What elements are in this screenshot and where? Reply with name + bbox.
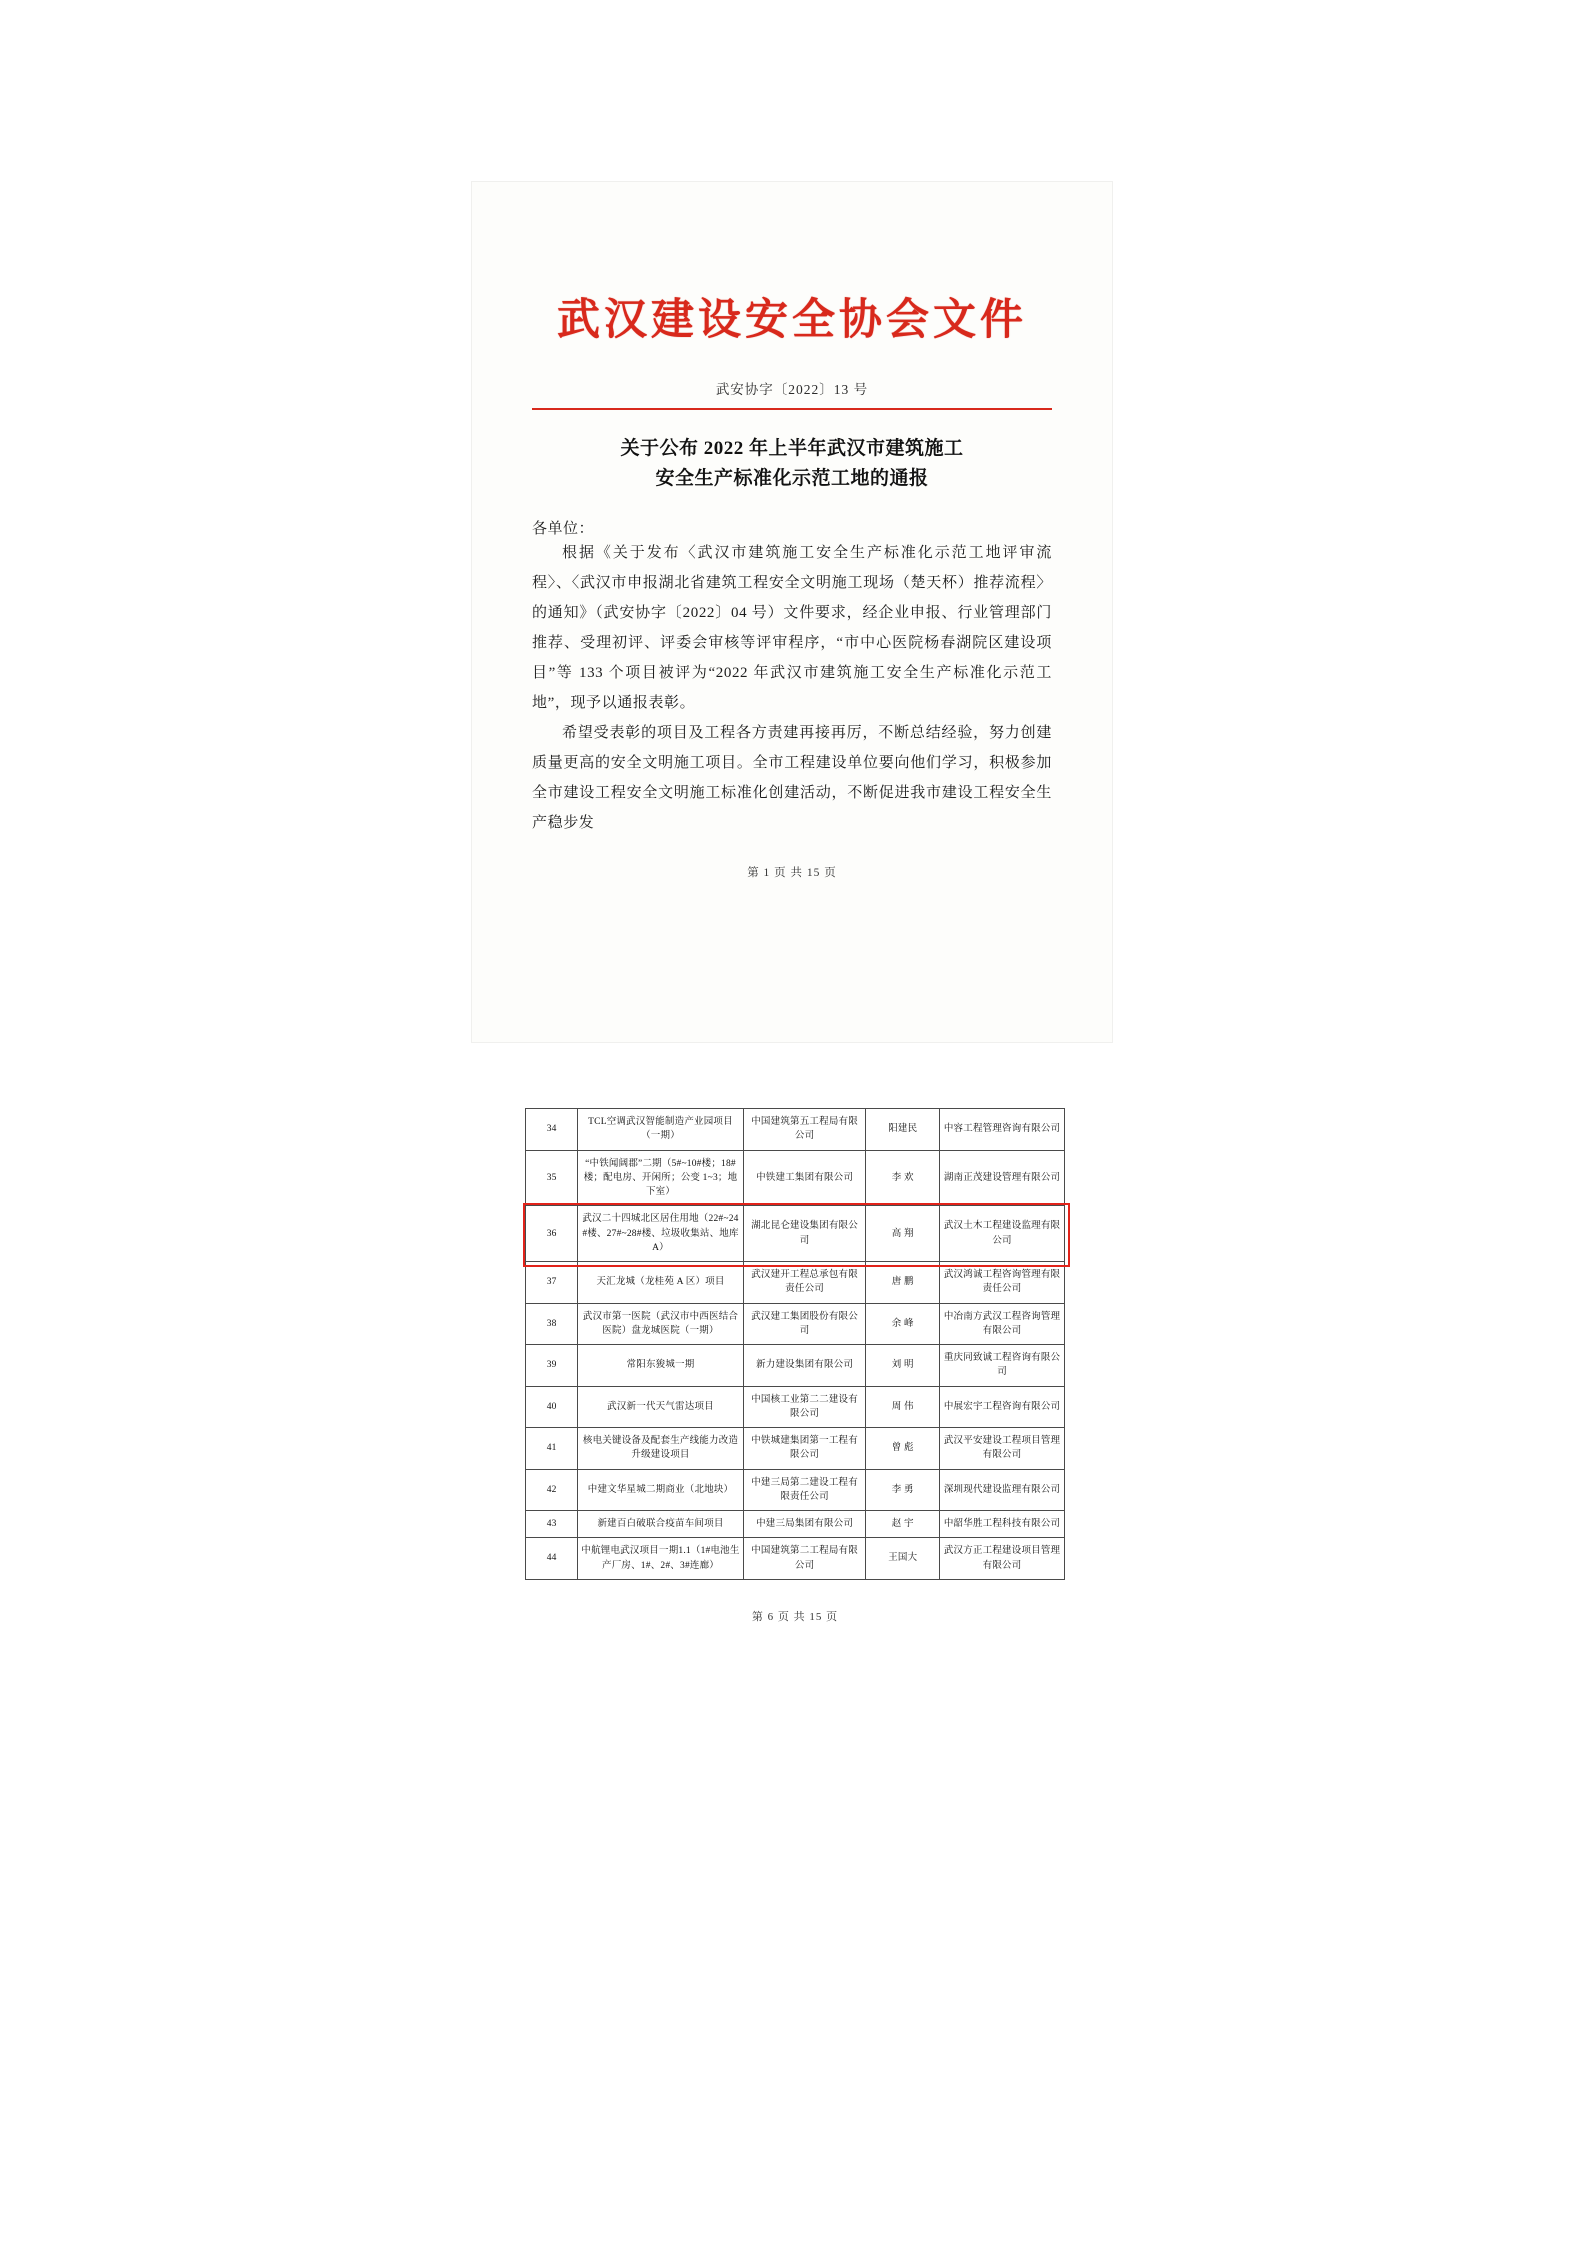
table-row (526, 1511, 1065, 1538)
project-list-body (526, 1109, 1065, 1580)
row-responsible-person: 赵 宇 (866, 1511, 940, 1538)
page-title (532, 434, 1052, 493)
table-row (526, 1150, 1065, 1206)
row-project-name: TCL空调武汉智能制造产业园项目（一期） (578, 1109, 743, 1151)
row-construction-unit: 中铁建工集团有限公司 (743, 1150, 866, 1206)
row-number: 42 (526, 1469, 578, 1511)
table-row (526, 1469, 1065, 1511)
row-project-name: 中航锂电武汉项目一期1.1（1#电池生产厂房、1#、2#、3#连廊） (578, 1538, 743, 1580)
row-number: 37 (526, 1262, 578, 1304)
row-supervision-unit: 武汉土木工程建设监理有限公司 (940, 1206, 1065, 1262)
row-construction-unit: 中铁城建集团第一工程有限公司 (743, 1428, 866, 1470)
row-supervision-unit: 中冶南方武汉工程咨询管理有限公司 (940, 1303, 1065, 1345)
row-project-name: 核电关键设备及配套生产线能力改造升级建设项目 (578, 1428, 743, 1470)
red-divider-rule (532, 408, 1052, 410)
project-list-table (525, 1108, 1065, 1580)
row-number: 36 (526, 1206, 578, 1262)
row-responsible-person: 阳建民 (866, 1109, 940, 1151)
row-construction-unit: 武汉建开工程总承包有限责任公司 (743, 1262, 866, 1304)
row-supervision-unit: 武汉平安建设工程项目管理有限公司 (940, 1428, 1065, 1470)
row-responsible-person: 余 峰 (866, 1303, 940, 1345)
row-construction-unit: 武汉建工集团股份有限公司 (743, 1303, 866, 1345)
row-project-name: 武汉新一代天气雷达项目 (578, 1386, 743, 1428)
row-supervision-unit: 武汉方正工程建设项目管理有限公司 (940, 1538, 1065, 1580)
row-number: 38 (526, 1303, 578, 1345)
row-project-name: 天汇龙城（龙桂苑 A 区）项目 (578, 1262, 743, 1304)
row-responsible-person: 唐 鹏 (866, 1262, 940, 1304)
row-project-name: 中建文华星城二期商业（北地块） (578, 1469, 743, 1511)
row-responsible-person: 曾 彪 (866, 1428, 940, 1470)
row-supervision-unit: 深圳现代建设监理有限公司 (940, 1469, 1065, 1511)
page-title-line-2: 安全生产标准化示范工地的通报 (655, 467, 929, 489)
row-responsible-person: 刘 明 (866, 1345, 940, 1387)
row-number: 43 (526, 1511, 578, 1538)
row-supervision-unit: 中韶华胜工程科技有限公司 (940, 1511, 1065, 1538)
row-construction-unit: 中国建筑第二工程局有限公司 (743, 1538, 866, 1580)
page-6-footer: 第 6 页 共 15 页 (751, 1610, 839, 1623)
row-supervision-unit: 武汉鸿诚工程咨询管理有限责任公司 (940, 1262, 1065, 1304)
table-row (526, 1428, 1065, 1470)
row-responsible-person: 高 翔 (866, 1206, 940, 1262)
row-supervision-unit: 重庆同致诚工程咨询有限公司 (940, 1345, 1065, 1387)
row-responsible-person: 周 伟 (866, 1386, 940, 1428)
row-construction-unit: 中国建筑第五工程局有限公司 (743, 1109, 866, 1151)
row-supervision-unit: 中展宏宇工程咨询有限公司 (940, 1386, 1065, 1428)
row-responsible-person: 李 勇 (866, 1469, 940, 1511)
project-list-section (500, 1108, 1090, 1624)
document-number: 武安协字〔2022〕13 号 (715, 382, 869, 398)
body-paragraph-1: 根据《关于发布〈武汉市建筑施工安全生产标准化示范工地评审流程〉、〈武汉市申报湖北省建筑工程安全文明施工现场（楚天杯）推荐流程〉的通知》（武安协字〔2022〕04 号）文件要求，经企业申报、行业管理部门推荐、受理初评、评委会审核等评审程序，“市中心医院杨春湖院区建设项目”等 133 个项目被评为“2022 年武汉市建筑施工安全生产标准化示范工地”，现予以通报表彰。 (532, 545, 1052, 712)
row-project-name: 武汉市第一医院（武汉市中西医结合医院）盘龙城医院（一期） (578, 1303, 743, 1345)
table-row (526, 1303, 1065, 1345)
row-project-name: “中铁闻阔郡”二期（5#~10#楼；18#楼；配电房、开闲所；公变 1~3；地下室） (578, 1150, 743, 1206)
row-responsible-person: 王国大 (866, 1538, 940, 1580)
row-number: 44 (526, 1538, 578, 1580)
row-number: 35 (526, 1150, 578, 1206)
page-title-line-1: 关于公布 2022 年上半年武汉市建筑施工 (620, 438, 964, 460)
row-project-name: 常阳东狻城一期 (578, 1345, 743, 1387)
row-construction-unit: 中建三局第二建设工程有限责任公司 (743, 1469, 866, 1511)
page-1-footer: 第 1 页 共 15 页 (747, 867, 837, 880)
row-number: 34 (526, 1109, 578, 1151)
row-construction-unit: 湖北昆仑建设集团有限公司 (743, 1206, 866, 1262)
row-project-name: 新建百白破联合疫苗车间项目 (578, 1511, 743, 1538)
row-construction-unit: 中建三局集团有限公司 (743, 1511, 866, 1538)
body-paragraph-2: 希望受表彰的项目及工程各方责建再接再厉，不断总结经验，努力创建质量更高的安全文明施工项目。全市工程建设单位要向他们学习，积极参加全市建设工程安全文明施工标准化创建活动，不断促进我市建设工程安全生产稳步发 (532, 725, 1052, 832)
table-row (526, 1386, 1065, 1428)
table-row (526, 1538, 1065, 1580)
row-number: 40 (526, 1386, 578, 1428)
document-page-1-content (532, 237, 1052, 880)
row-supervision-unit: 湖南正茂建设管理有限公司 (940, 1150, 1065, 1206)
row-project-name: 武汉二十四城北区居住用地（22#~24#楼、27#~28#楼、垃圾收集站、地库 A） (578, 1206, 743, 1262)
table-row (526, 1109, 1065, 1151)
row-number: 39 (526, 1345, 578, 1387)
row-supervision-unit: 中容工程管理咨询有限公司 (940, 1109, 1065, 1151)
table-row (526, 1206, 1065, 1262)
row-construction-unit: 中国核工业第二二建设有限公司 (743, 1386, 866, 1428)
table-row (526, 1345, 1065, 1387)
salutation: 各单位： (532, 521, 595, 538)
letterhead-title: 武汉建设安全协会文件 (557, 295, 1027, 345)
row-number: 41 (526, 1428, 578, 1470)
row-responsible-person: 李 欢 (866, 1150, 940, 1206)
document-page-1 (472, 182, 1112, 1042)
table-row (526, 1262, 1065, 1304)
row-construction-unit: 新力建设集团有限公司 (743, 1345, 866, 1387)
